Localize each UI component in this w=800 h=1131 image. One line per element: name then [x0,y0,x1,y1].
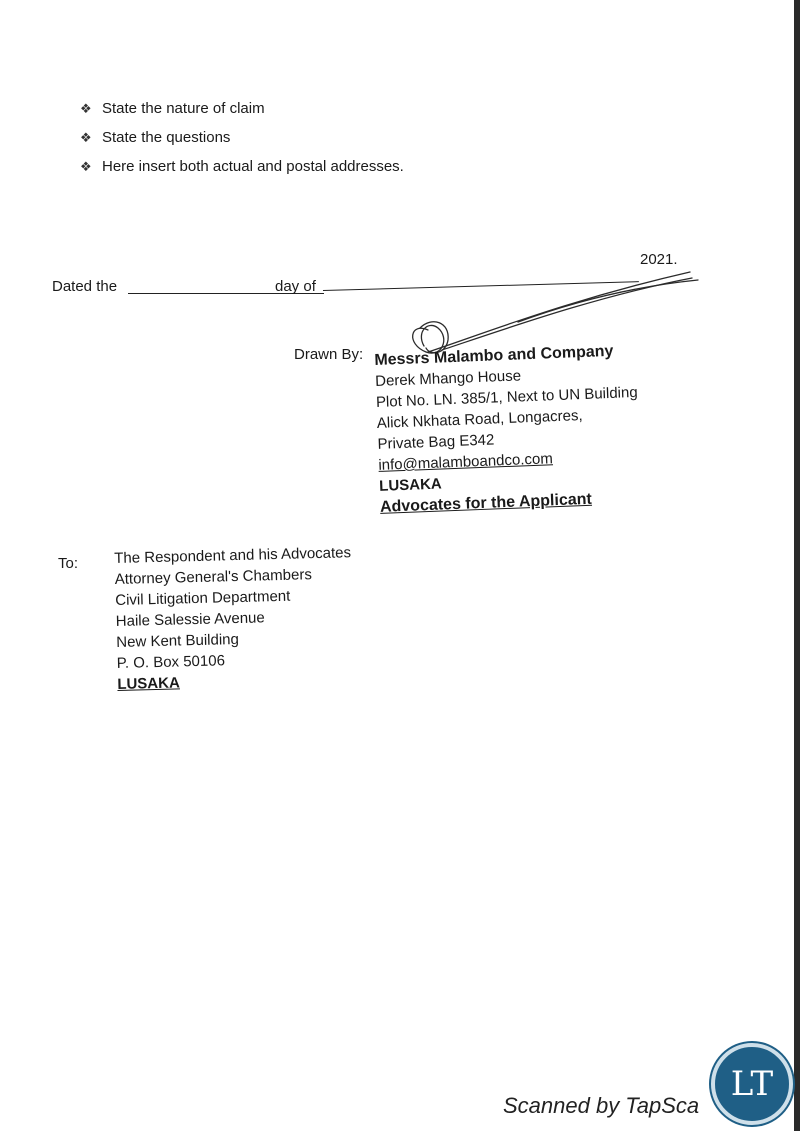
list-item-text: State the questions [102,129,231,146]
scanned-watermark: Scanned by TapSca [503,1093,700,1118]
recipient-line: P. O. Box 50106 [116,652,226,672]
day-of-label: day of [275,278,316,295]
diamond-bullet-icon: ❖ [80,129,92,145]
recipient-line: Civil Litigation Department [115,587,291,609]
year-text: 2021. [640,251,678,268]
to-label: To: [58,555,79,572]
address-line: Derek Mhango House [374,367,522,390]
recipient-city: LUSAKA [117,674,181,693]
diamond-bullet-icon: ❖ [80,158,92,174]
list-item-text: State the nature of claim [102,100,265,117]
recipient-line: Haile Salessie Avenue [115,609,265,630]
firm-address-block [374,340,642,518]
firm-role: Advocates for the Applicant [379,490,593,516]
drawn-by-label: Drawn By: [294,346,364,363]
list-item [80,94,404,123]
list-item [80,152,404,181]
logo-text: LT [730,1064,774,1104]
diamond-bullet-icon: ❖ [80,100,92,116]
lt-logo [711,1043,793,1125]
address-line: Alick Nkhata Road, Longacres, [376,407,583,432]
firm-name: Messrs Malambo and Company [374,342,614,369]
address-line: Private Bag E342 [377,431,495,453]
recipient-line: New Kent Building [116,630,240,651]
firm-city: LUSAKA [378,475,443,495]
list-item-text: Here insert both actual and postal addresses. [102,158,404,175]
recipient-line: Attorney General's Chambers [114,566,313,588]
list-item [80,123,404,152]
address-line: Plot No. LN. 385/1, Next to UN Building [375,383,638,411]
recipient-address-block [114,542,354,695]
page-edge-shadow [794,0,800,1131]
recipient-line: The Respondent and his Advocates [114,544,352,567]
email-link[interactable]: info@malamboandco.com [378,450,554,474]
instruction-list [80,94,404,181]
dated-prefix: Dated the [52,278,118,295]
